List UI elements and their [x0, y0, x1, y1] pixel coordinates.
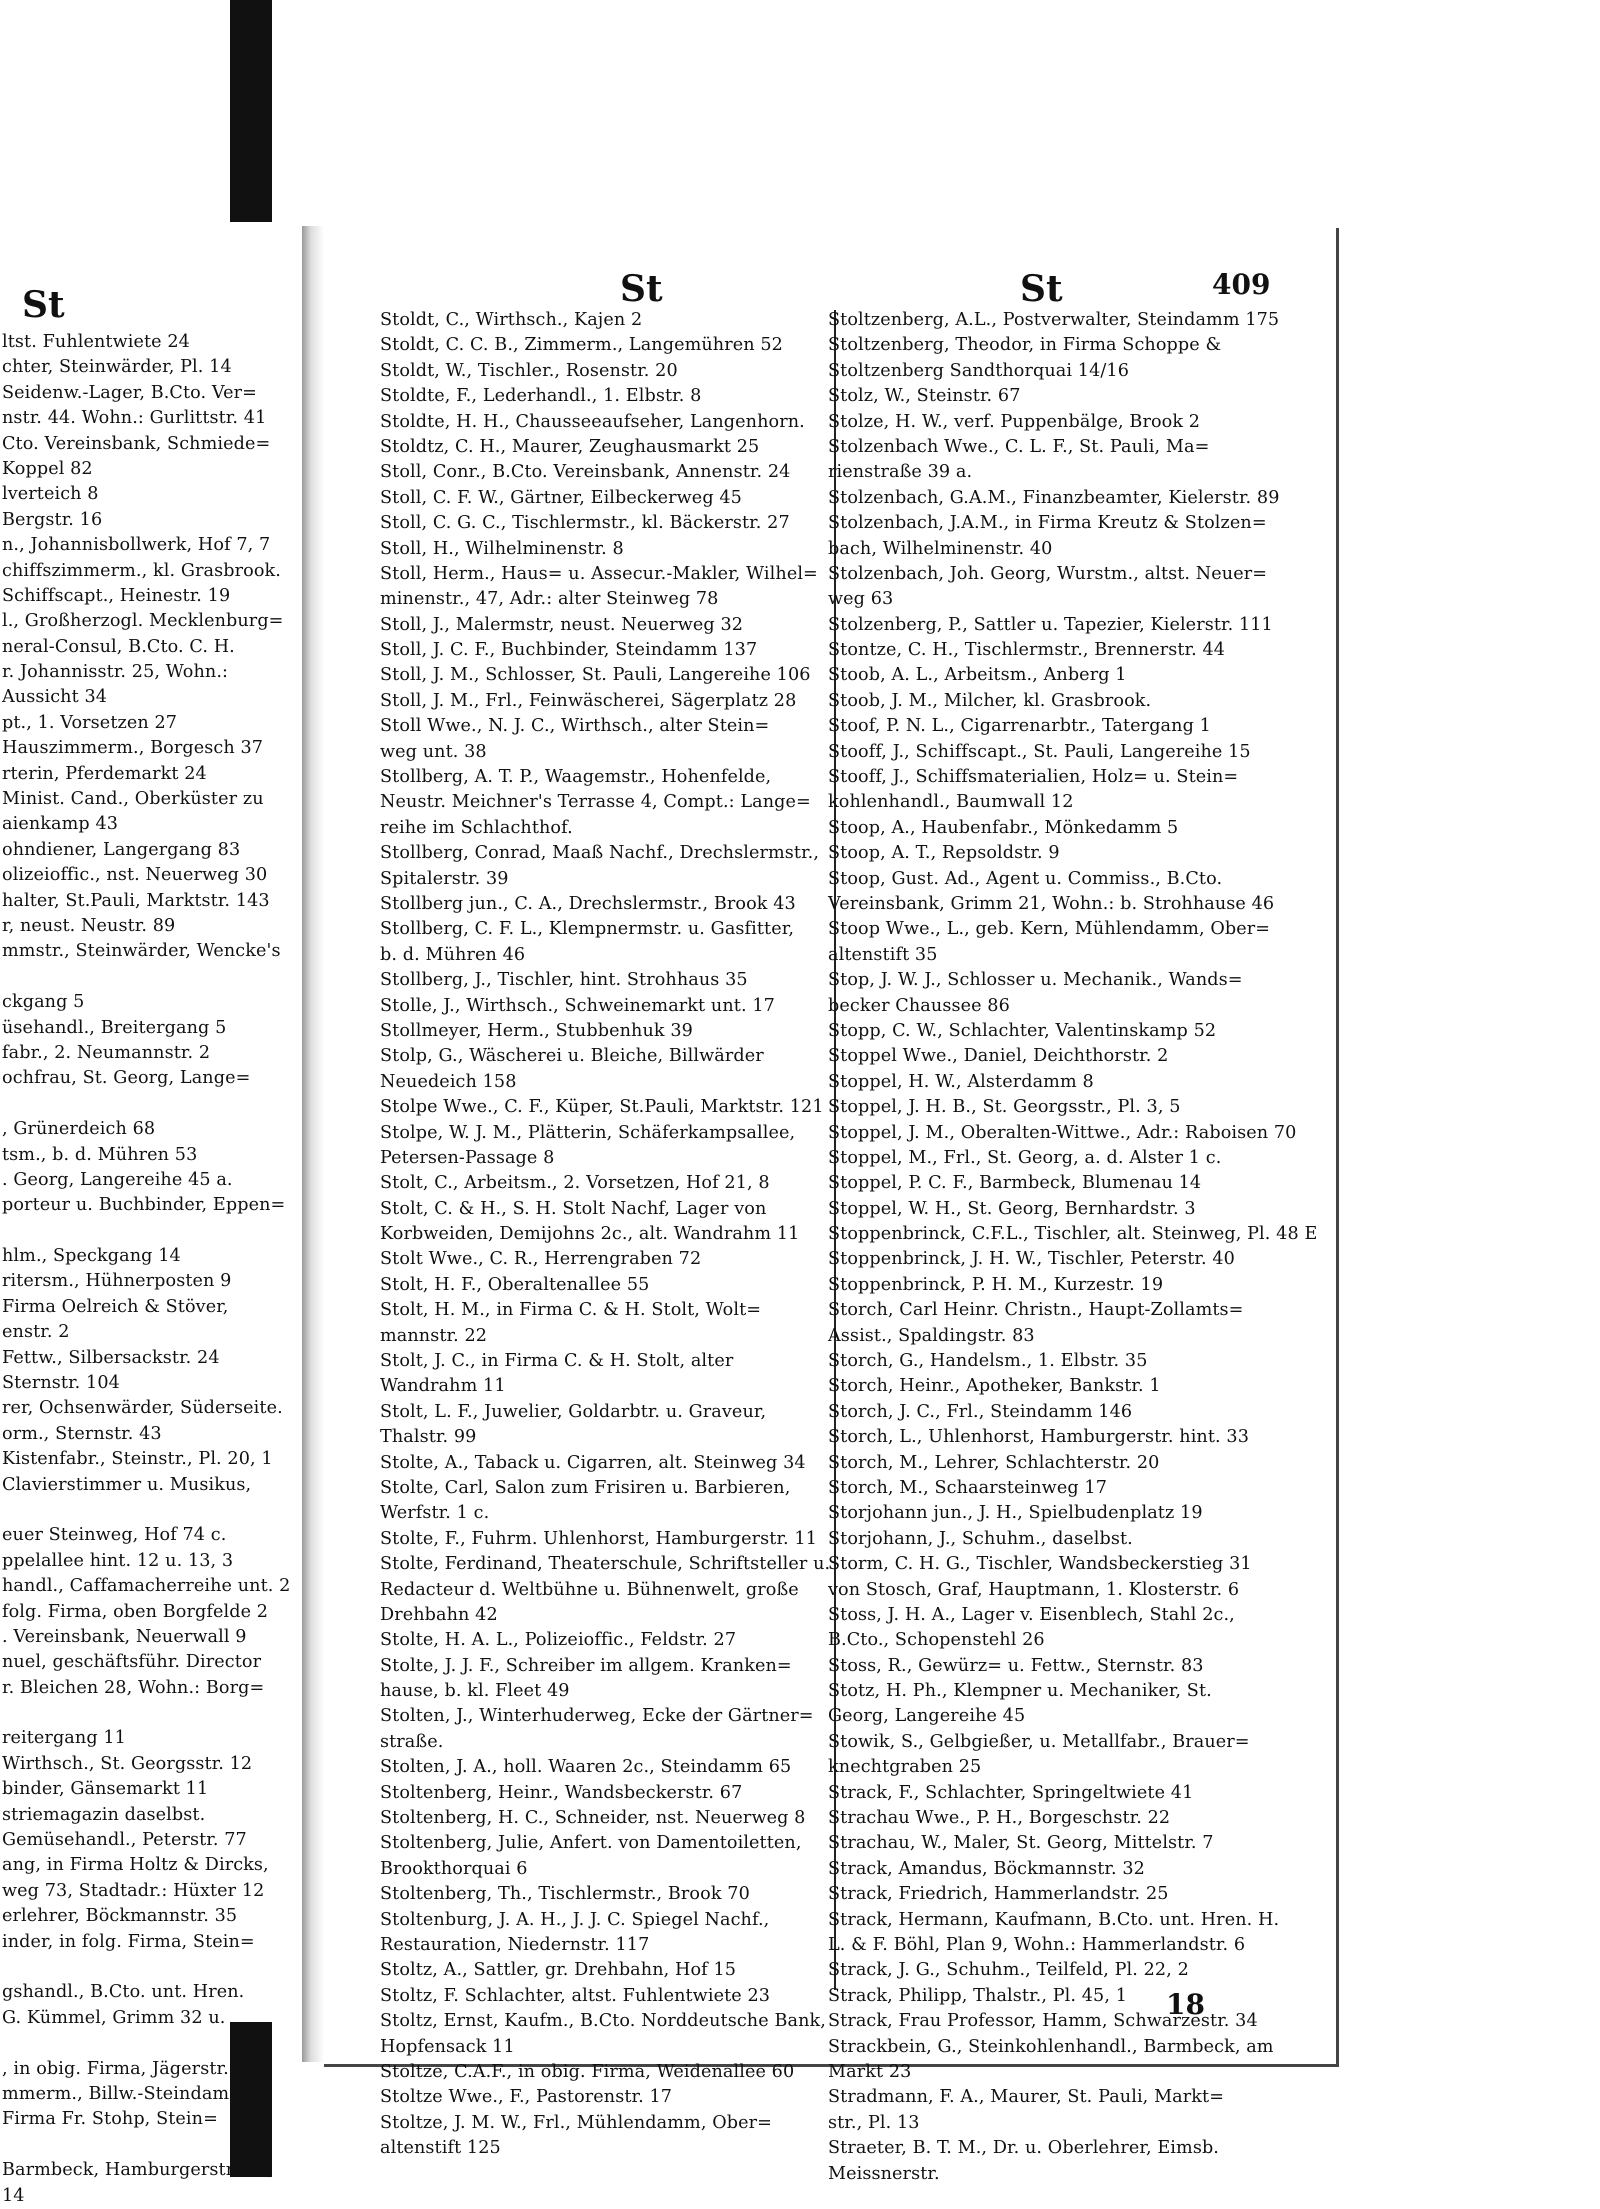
directory-entry-line: Stoldt, C., Wirthsch., Kajen 2	[380, 310, 643, 330]
directory-entry-line: Stoll, C. F. W., Gärtner, Eilbeckerweg 45	[380, 487, 742, 508]
directory-entry-line: neral-Consul, B.Cto. C. H.	[2, 636, 235, 657]
directory-entry-line: Stoll, C. G. C., Tischlermstr., kl. Bäckerstr. 27	[380, 513, 790, 534]
directory-entry-line: Stontze, C. H., Tischlermstr., Brennerstr. 44	[828, 640, 1226, 661]
directory-entry-line: Stoltenberg, Heinr., Wandsbeckerstr. 67	[380, 1782, 743, 1803]
directory-entry-line: Strack, Hermann, Kaufmann, B.Cto. unt. Hren. H.	[828, 1909, 1280, 1930]
directory-entry-line: ckgang 5	[2, 992, 85, 1013]
directory-entry-line: r. Bleichen 28, Wohn.: Borg=	[2, 1677, 265, 1698]
directory-entry-line: Stoppel, M., Frl., St. Georg, a. d. Alster 1 c.	[828, 1147, 1222, 1168]
directory-entry-line: Stoss, R., Gewürz= u. Fettw., Sternstr. 83	[828, 1655, 1204, 1676]
directory-column-1	[380, 308, 832, 2162]
directory-entry-line: hlm., Speckgang 14	[2, 1246, 181, 1267]
directory-entry-line: Stoppenbrinck, P. H. M., Kurzestr. 19	[828, 1274, 1164, 1295]
directory-entry-line: Fettw., Silbersackstr. 24	[2, 1347, 220, 1368]
directory-entry-line: knechtgraben 25	[828, 1757, 982, 1778]
directory-entry-line	[2, 1701, 290, 1726]
directory-entry-line: Strack, Philipp, Thalstr., Pl. 45, 1	[828, 1985, 1128, 2006]
directory-entry-line: Stolten, J. A., holl. Waaren 2c., Steindamm 65	[380, 1757, 792, 1778]
directory-entry-line: Storch, L., Uhlenhorst, Hamburgerstr. hint. 33	[828, 1427, 1249, 1448]
directory-entry-line: Stollberg jun., C. A., Drechslermstr., Brook 43	[380, 893, 796, 914]
directory-entry-line: Stolpe, W. J. M., Plätterin, Schäferkampsallee,	[380, 1122, 796, 1143]
directory-entry-line: mmerm., Billw.-Steindamm.	[2, 2083, 252, 2104]
directory-entry-line: , in obig. Firma, Jägerstr. 5	[2, 2058, 246, 2079]
directory-entry-line: G. Kümmel, Grimm 32 u.	[2, 2007, 226, 2028]
directory-entry-line: ritersm., Hühnerposten 9	[2, 1271, 232, 1292]
directory-entry-line: weg unt. 38	[380, 741, 487, 762]
directory-entry-line: ang, in Firma Holtz & Dircks,	[2, 1855, 269, 1876]
directory-entry-line: n., Johannisbollwerk, Hof 7, 7	[2, 535, 271, 556]
directory-entry-line: gshandl., B.Cto. unt. Hren.	[2, 1982, 245, 2003]
directory-entry-line	[2, 2031, 290, 2056]
directory-entry-line: handl., Caffamacherreihe unt. 2	[2, 1576, 291, 1597]
directory-entry-line: tsm., b. d. Mühren 53	[2, 1144, 198, 1165]
page-number: 409	[1212, 268, 1271, 301]
directory-entry-line: L. & F. Böhl, Plan 9, Wohn.: Hammerlandstr. 6	[828, 1935, 1246, 1955]
directory-entry-line: binder, Gänsemarkt 11	[2, 1779, 209, 1800]
directory-entry-line: Storjohann, J., Schuhm., daselbst.	[828, 1528, 1133, 1549]
directory-entry-line: Stolten, J., Winterhuderweg, Ecke der Gärtner=	[380, 1706, 814, 1727]
directory-entry-line: Stoppel, H. W., Alsterdamm 8	[828, 1071, 1094, 1092]
directory-entry-line: Stoltenburg, J. A. H., J. J. C. Spiegel Nachf.,	[380, 1909, 770, 1930]
directory-entry-line: Stop, J. W. J., Schlosser u. Mechanik., Wands=	[828, 970, 1243, 991]
directory-entry-line: mannstr. 22	[380, 1325, 488, 1346]
directory-entry-line: striemagazin daselbst.	[2, 1804, 206, 1825]
directory-entry-line: Hauszimmerm., Borgesch 37	[2, 738, 264, 759]
directory-entry-line: rterin, Pferdemarkt 24	[2, 763, 207, 784]
directory-entry-line: Stolzenbach, Joh. Georg, Wurstm., altst. Neuer=	[828, 563, 1268, 584]
directory-entry-line	[2, 2133, 290, 2158]
directory-entry-line: Stollberg, J., Tischler, hint. Strohhaus 35	[380, 970, 748, 991]
directory-entry-line: l., Großherzogl. Mecklenburg=	[2, 611, 284, 632]
directory-entry-line: Stoltenberg, Julie, Anfert. von Damentoiletten,	[380, 1833, 802, 1854]
directory-entry-line: Restauration, Niedernstr. 117	[380, 1935, 650, 1955]
directory-entry-line: orm., Sternstr. 43	[2, 1423, 162, 1444]
directory-entry-line: Stoldte, H. H., Chausseeaufseher, Langenhorn.	[380, 411, 805, 432]
directory-entry-line: Stoppel, J. M., Oberalten-Wittwe., Adr.: Raboisen 70	[828, 1122, 1297, 1143]
directory-entry-line: Stoltenberg, H. C., Schneider, nst. Neuerweg 8	[380, 1808, 806, 1829]
directory-entry-line: Barmbeck, Hamburgerstraße,	[2, 2160, 273, 2181]
directory-entry-line: Strack, F., Schlachter, Springeltwiete 41	[828, 1782, 1194, 1803]
directory-entry-line: altenstift 35	[828, 944, 938, 965]
directory-entry-line: Drehbahn 42	[380, 1604, 498, 1625]
directory-entry-line	[2, 1219, 290, 1244]
directory-entry-line: Korbweiden, Demijohns 2c., alt. Wandrahm 11	[380, 1224, 800, 1245]
directory-entry-line: Strack, Frau Professor, Hamm, Schwarzestr. 34	[828, 2011, 1258, 2032]
directory-entry-line: chter, Steinwärder, Pl. 14	[2, 357, 232, 378]
directory-entry-line: porteur u. Buchbinder, Eppen=	[2, 1195, 286, 1216]
directory-entry-line: Stoltz, F. Schlachter, altst. Fuhlentwiete 23	[380, 1985, 771, 2006]
directory-entry-line: Stolt, L. F., Juwelier, Goldarbtr. u. Graveur,	[380, 1401, 767, 1422]
directory-entry-line: Stollberg, A. T. P., Waagemstr., Hohenfelde,	[380, 767, 772, 788]
directory-entry-line	[2, 1092, 290, 1117]
directory-column-2	[828, 308, 1318, 2187]
directory-entry-line: Stoldt, C. C. B., Zimmerm., Langemühren 52	[380, 335, 783, 356]
directory-entry-line: Stoltzenberg Sandthorquai 14/16	[828, 360, 1130, 381]
directory-entry-line: Redacteur d. Weltbühne u. Bühnenwelt, große	[380, 1579, 799, 1600]
directory-entry-line: Stooff, J., Schiffsmaterialien, Holz= u. Stein=	[828, 767, 1239, 788]
directory-entry-line: Stoldt, W., Tischler., Rosenstr. 20	[380, 360, 678, 381]
directory-entry-line: Thalstr. 99	[380, 1427, 477, 1448]
directory-entry-line: Stoop, A., Haubenfabr., Mönkedamm 5	[828, 817, 1179, 838]
directory-entry-line: Stoop, A. T., Repsoldstr. 9	[828, 843, 1060, 864]
directory-entry-line: Stolte, Ferdinand, Theaterschule, Schriftsteller u.	[380, 1554, 831, 1575]
directory-entry-line: Stollberg, C. F. L., Klempnermstr. u. Gasfitter,	[380, 919, 795, 940]
directory-entry-line: Firma Oelreich & Stöver,	[2, 1296, 229, 1317]
left-page-fragment	[0, 232, 304, 2206]
directory-entry-line: Stoltz, Ernst, Kaufm., B.Cto. Norddeutsche Bank,	[380, 2011, 826, 2032]
directory-entry-line: euer Steinweg, Hof 74 c.	[2, 1525, 227, 1546]
directory-entry-line: Storch, Heinr., Apotheker, Bankstr. 1	[828, 1376, 1161, 1397]
directory-entry-line: Georg, Langereihe 45	[828, 1706, 1026, 1727]
directory-entry-line: Strachau, W., Maler, St. Georg, Mittelstr. 7	[828, 1833, 1214, 1854]
directory-entry-line: inder, in folg. Firma, Stein=	[2, 1931, 255, 1952]
directory-entry-line: olizeioffic., nst. Neuerweg 30	[2, 865, 268, 886]
directory-entry-line: , Grünerdeich 68	[2, 1119, 156, 1140]
directory-entry-line: Gemüsehandl., Peterstr. 77	[2, 1830, 247, 1851]
directory-entry-line: Stolze, H. W., verf. Puppenbälge, Brook 2	[828, 411, 1201, 432]
directory-entry-line: Bergstr. 16	[2, 509, 103, 530]
directory-entry-line: Stoob, J. M., Milcher, kl. Grasbrook.	[828, 690, 1152, 711]
directory-entry-line: Stoll, J., Malermstr, neust. Neuerweg 32	[380, 614, 744, 635]
directory-entry-line: Stoll Wwe., N. J. C., Wirthsch., alter Stein=	[380, 716, 770, 737]
directory-entry-line: Stolte, J. J. F., Schreiber im allgem. Kranken=	[380, 1655, 792, 1676]
directory-entry-line: nuel, geschäftsführ. Director	[2, 1652, 262, 1673]
directory-entry-line: Stoltze, J. M. W., Frl., Mühlendamm, Ober=	[380, 2112, 772, 2133]
directory-entry-line: Storm, C. H. G., Tischler, Wandsbeckerstieg 31	[828, 1554, 1252, 1575]
scan-edge-strip-top	[230, 0, 272, 222]
directory-entry-line: ltst. Fuhlentwiete 24	[2, 332, 190, 352]
directory-entry-line: Stoppel, P. C. F., Barmbeck, Blumenau 14	[828, 1173, 1202, 1194]
directory-entry-line: straße.	[380, 1731, 444, 1752]
directory-entry-line: fabr., 2. Neumannstr. 2	[2, 1042, 211, 1063]
directory-entry-line: Stolt, J. C., in Firma C. & H. Stolt, alter	[380, 1351, 734, 1372]
directory-entry-line: lverteich 8	[2, 484, 99, 505]
directory-entry-line: Minist. Cand., Oberküster zu	[2, 789, 264, 810]
directory-entry-line: Storch, J. C., Frl., Steindamm 146	[828, 1401, 1133, 1422]
directory-entry-line: B.Cto., Schopenstehl 26	[828, 1630, 1045, 1651]
directory-entry-line: Stoppenbrinck, J. H. W., Tischler, Peterstr. 40	[828, 1249, 1235, 1270]
directory-entry-line: Stradmann, F. A., Maurer, St. Pauli, Markt=	[828, 2087, 1225, 2108]
directory-entry-line: Storch, G., Handelsm., 1. Elbstr. 35	[828, 1351, 1148, 1372]
directory-entry-line: Koppel 82	[2, 458, 93, 479]
directory-entry-line: Strack, J. G., Schuhm., Teilfeld, Pl. 22, 2	[828, 1960, 1189, 1981]
directory-entry-line: Stolpe Wwe., C. F., Küper, St.Pauli, Marktstr. 121	[380, 1097, 824, 1118]
directory-entry-line: erlehrer, Böckmannstr. 35	[2, 1906, 238, 1927]
right-page	[324, 228, 1339, 2184]
directory-entry-line: kohlenhandl., Baumwall 12	[828, 792, 1074, 813]
directory-entry-line: von Stosch, Graf, Hauptmann, 1. Klosterstr. 6	[828, 1579, 1240, 1600]
directory-entry-line: Petersen-Passage 8	[380, 1147, 555, 1168]
directory-entry-line: pt., 1. Vorsetzen 27	[2, 712, 178, 733]
directory-entry-line: weg 63	[828, 589, 894, 610]
directory-entry-line: Stooff, J., Schiffscapt., St. Pauli, Langereihe 15	[828, 741, 1251, 762]
directory-entry-line: ochfrau, St. Georg, Lange=	[2, 1068, 251, 1089]
directory-entry-line: nstr. 44. Wohn.: Gurlittstr. 41	[2, 408, 267, 429]
directory-entry-line: Stolt, C. & H., S. H. Stolt Nachf, Lager von	[380, 1198, 767, 1219]
directory-entry-line	[2, 965, 290, 990]
directory-entry-line: Storjohann jun., J. H., Spielbudenplatz 19	[828, 1503, 1203, 1524]
directory-entry-line: Wirthsch., St. Georgsstr. 12	[2, 1753, 253, 1774]
directory-entry-line: Stolte, F., Fuhrm. Uhlenhorst, Hamburgerstr. 11	[380, 1528, 817, 1549]
directory-entry-line: Stoob, A. L., Arbeitsm., Anberg 1	[828, 665, 1127, 686]
column-header-right: St	[1020, 268, 1063, 310]
directory-entry-line: aienkamp 43	[2, 814, 119, 835]
column-header-left: St	[620, 268, 663, 310]
directory-entry-line	[2, 1955, 290, 1980]
directory-entry-line: Strack, Amandus, Böckmannstr. 32	[828, 1858, 1145, 1879]
directory-entry-line: rer, Ochsenwärder, Süderseite.	[2, 1398, 283, 1419]
directory-entry-line: Stoll, J. M., Schlosser, St. Pauli, Langereihe 106	[380, 665, 811, 686]
directory-entry-line: Stoltze Wwe., F., Pastorenstr. 17	[380, 2087, 673, 2108]
directory-entry-line: Stolte, Carl, Salon zum Frisiren u. Barbieren,	[380, 1477, 791, 1498]
directory-entry-line: Vereinsbank, Grimm 21, Wohn.: b. Strohhause 46	[828, 893, 1275, 914]
directory-entry-line: Stoll, H., Wilhelminenstr. 8	[380, 538, 624, 559]
directory-entry-line: reitergang 11	[2, 1728, 126, 1749]
directory-entry-line: Storch, M., Schaarsteinweg 17	[828, 1477, 1107, 1498]
directory-entry-line: Neustr. Meichner's Terrasse 4, Compt.: Lange=	[380, 792, 811, 813]
directory-entry-line: Stoltzenberg, A.L., Postverwalter, Steindamm 175	[828, 310, 1280, 330]
directory-entry-line: Brookthorquai 6	[380, 1858, 528, 1879]
directory-entry-line: Stopp, C. W., Schlachter, Valentinskamp 52	[828, 1020, 1217, 1041]
directory-entry-line: Stoppel, W. H., St. Georg, Bernhardstr. 3	[828, 1198, 1196, 1219]
directory-entry-line: Stoof, P. N. L., Cigarrenarbtr., Tatergang 1	[828, 716, 1211, 737]
directory-entry-line: Sternstr. 104	[2, 1373, 120, 1394]
directory-entry-line: 14	[2, 2185, 25, 2206]
directory-entry-line: Stolzenbach Wwe., C. L. F., St. Pauli, Ma=	[828, 436, 1210, 457]
directory-entry-line: Seidenw.-Lager, B.Cto. Ver=	[2, 382, 257, 403]
left-page-header: St	[22, 284, 65, 326]
directory-entry-line: Stolt, H. F., Oberaltenallee 55	[380, 1274, 650, 1295]
directory-entry-line: str., Pl. 13	[828, 2112, 920, 2133]
directory-entry-line: Stolt, C., Arbeitsm., 2. Vorsetzen, Hof 21, 8	[380, 1173, 770, 1194]
directory-entry-line: Stoop, Gust. Ad., Agent u. Commiss., B.Cto.	[828, 868, 1223, 889]
directory-entry-line: Stolzenbach, J.A.M., in Firma Kreutz & Stolzen=	[828, 513, 1267, 534]
directory-entry-line: minenstr., 47, Adr.: alter Steinweg 78	[380, 589, 719, 610]
directory-entry-line: Schiffscapt., Heinestr. 19	[2, 585, 231, 606]
directory-entry-line: Stoll, J. C. F., Buchbinder, Steindamm 137	[380, 640, 758, 661]
directory-entry-line: Stollberg, Conrad, Maaß Nachf., Drechslermstr.,	[380, 843, 820, 864]
directory-entry-line: Strachau Wwe., P. H., Borgeschstr. 22	[828, 1808, 1171, 1829]
directory-entry-line: Stolt, H. M., in Firma C. & H. Stolt, Wolt=	[380, 1300, 762, 1321]
directory-entry-line: mmstr., Steinwärder, Wencke's	[2, 941, 281, 962]
directory-entry-line: Stoltenberg, Th., Tischlermstr., Brook 70	[380, 1884, 750, 1905]
directory-entry-line: Stolzenberg, P., Sattler u. Tapezier, Kielerstr. 111	[828, 614, 1273, 635]
directory-entry-line: Stoll, Conr., B.Cto. Vereinsbank, Annenstr. 24	[380, 462, 791, 483]
signature-mark: 18	[1166, 1988, 1205, 2021]
directory-entry-line: reihe im Schlachthof.	[380, 817, 573, 838]
directory-entry-line: Stoltze, C.A.F., in obig. Firma, Weidenallee 60	[380, 2061, 795, 2082]
directory-entry-line: rienstraße 39 a.	[828, 462, 973, 483]
directory-entry-line: Aussicht 34	[2, 687, 108, 708]
directory-entry-line: Markt 23	[828, 2061, 912, 2082]
directory-entry-line: Stoss, J. H. A., Lager v. Eisenblech, Stahl 2c.,	[828, 1604, 1235, 1625]
directory-entry-line: Neuedeich 158	[380, 1071, 517, 1092]
directory-entry-line: chiffszimmerm., kl. Grasbrook.	[2, 560, 281, 581]
directory-entry-line: ohndiener, Langergang 83	[2, 839, 241, 860]
directory-entry-line: b. d. Mühren 46	[380, 944, 526, 965]
directory-entry-line: hause, b. kl. Fleet 49	[380, 1681, 570, 1702]
directory-entry-line: Stotz, H. Ph., Klempner u. Mechaniker, St.	[828, 1681, 1212, 1702]
directory-entry-line: r, neust. Neustr. 89	[2, 915, 176, 936]
directory-entry-line: ppelallee hint. 12 u. 13, 3	[2, 1550, 234, 1571]
directory-entry-line: Spitalerstr. 39	[380, 868, 509, 889]
book-gutter	[302, 226, 324, 2062]
directory-entry-line: Clavierstimmer u. Musikus,	[2, 1474, 252, 1495]
directory-entry-line: Assist., Spaldingstr. 83	[828, 1325, 1035, 1346]
directory-entry-line: Strack, Friedrich, Hammerlandstr. 25	[828, 1884, 1169, 1905]
directory-entry-line: Stowik, S., Gelbgießer, u. Metallfabr., Brauer=	[828, 1731, 1250, 1752]
directory-entry-line: . Vereinsbank, Neuerwall 9	[2, 1626, 247, 1647]
directory-entry-line: altenstift 125	[380, 2138, 501, 2159]
directory-entry-line: Stoll, Herm., Haus= u. Assecur.-Makler, Wilhel=	[380, 563, 818, 584]
directory-entry-line: Stollmeyer, Herm., Stubbenhuk 39	[380, 1020, 693, 1041]
directory-entry-line: Stoltzenberg, Theodor, in Firma Schoppe &	[828, 335, 1222, 356]
directory-entry-line: Hopfensack 11	[380, 2036, 515, 2057]
directory-entry-line: Stolte, A., Taback u. Cigarren, alt. Steinweg 34	[380, 1452, 806, 1473]
directory-entry-line: Stoldte, F., Lederhandl., 1. Elbstr. 8	[380, 386, 702, 407]
directory-entry-line: becker Chaussee 86	[828, 995, 1010, 1016]
directory-entry-line: Stoop Wwe., L., geb. Kern, Mühlendamm, Ober=	[828, 919, 1271, 940]
directory-entry-line: Firma Fr. Stohp, Stein=	[2, 2109, 218, 2130]
directory-entry-line: Stoppel Wwe., Daniel, Deichthorstr. 2	[828, 1046, 1169, 1067]
directory-entry-line: Straeter, B. T. M., Dr. u. Oberlehrer, Eimsb.	[828, 2138, 1220, 2159]
directory-entry-line: r. Johannisstr. 25, Wohn.:	[2, 662, 229, 683]
directory-entry-line: Stolz, W., Steinstr. 67	[828, 386, 1021, 407]
directory-entry-line: Storch, Carl Heinr. Christn., Haupt-Zollamts=	[828, 1300, 1244, 1321]
directory-entry-line: . Georg, Langereihe 45 a.	[2, 1169, 233, 1190]
directory-entry-line: Kistenfabr., Steinstr., Pl. 20, 1	[2, 1449, 273, 1470]
directory-entry-line: enstr. 2	[2, 1322, 70, 1343]
directory-entry-line: Stolle, J., Wirthsch., Schweinemarkt unt. 17	[380, 995, 775, 1016]
directory-entry-line: Stolt Wwe., C. R., Herrengraben 72	[380, 1249, 702, 1270]
left-page-entries	[2, 330, 290, 2209]
directory-entry-line: Stoldtz, C. H., Maurer, Zeughausmarkt 25	[380, 436, 760, 457]
directory-entry-line: Stolp, G., Wäscherei u. Bleiche, Billwärder	[380, 1046, 764, 1067]
directory-entry-line: Stoltz, A., Sattler, gr. Drehbahn, Hof 15	[380, 1960, 737, 1981]
directory-entry-line: Strackbein, G., Steinkohlenhandl., Barmbeck, am	[828, 2036, 1274, 2057]
directory-entry-line: folg. Firma, oben Borgfelde 2	[2, 1601, 269, 1622]
directory-entry-line	[2, 1498, 290, 1523]
directory-entry-line: Wandrahm 11	[380, 1376, 506, 1397]
directory-entry-line: Storch, M., Lehrer, Schlachterstr. 20	[828, 1452, 1160, 1473]
directory-entry-line: Stolte, H. A. L., Polizeioffic., Feldstr. 27	[380, 1630, 737, 1651]
directory-entry-line: Stoppel, J. H. B., St. Georgsstr., Pl. 3, 5	[828, 1097, 1181, 1118]
directory-entry-line: üsehandl., Breitergang 5	[2, 1017, 227, 1038]
directory-entry-line: Stolzenbach, G.A.M., Finanzbeamter, Kielerstr. 89	[828, 487, 1280, 508]
directory-entry-line: weg 73, Stadtadr.: Hüxter 12	[2, 1880, 265, 1901]
directory-entry-line: Werfstr. 1 c.	[380, 1503, 490, 1524]
directory-entry-line: Meissnerstr.	[828, 2163, 940, 2184]
directory-entry-line: Stoll, J. M., Frl., Feinwäscherei, Sägerplatz 28	[380, 690, 797, 711]
directory-entry-line: Cto. Vereinsbank, Schmiede=	[2, 433, 271, 454]
directory-entry-line: bach, Wilhelminenstr. 40	[828, 538, 1053, 559]
directory-entry-line: halter, St.Pauli, Marktstr. 143	[2, 890, 270, 911]
directory-entry-line: Stoppenbrinck, C.F.L., Tischler, alt. Steinweg, Pl. 48 E	[828, 1224, 1318, 1245]
